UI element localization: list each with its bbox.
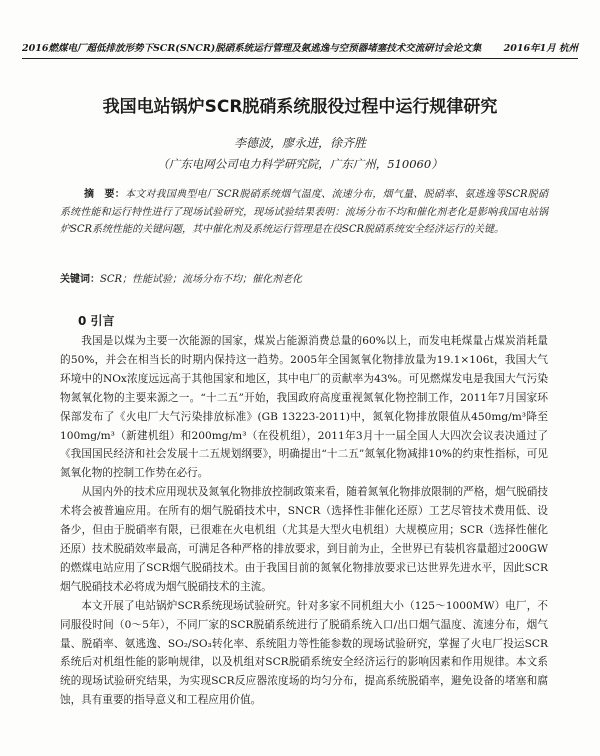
paragraph: 从国内外的技术应用现状及氮氧化物排放控制政策来看，随着氮氧化物排放限制的严格，烟气脱硝技术将会被普遍应用。在所有的烟气脱硝技术中，SNCR（选择性非催化还原）工艺尽管技术费用低、设备少，但由于脱硝率有限，已很难在火电机组（尤其是大型火电机组）大规模应用；SCR（选择性催化还原）技术脱硝效率最高，可满足各种严格的排放要求，到目前为止，全世界已有装机容量超过200GW的燃煤电站应用了SCR烟气脱硝技术。由于我国目前的氮氧化物排放要求已达世界先进水平，因此SCR烟气脱硝技术必将成为烟气脱硝技术的主流。 [60, 486, 548, 593]
header-conference: 2016燃煤电厂超低排放形势下SCR(SNCR)脱硝系统运行管理及氨逃逸与空预器堵塞技术交流研讨会论文集 [22, 43, 482, 54]
paper-title: 我国电站锅炉SCR脱硝系统服役过程中运行规律研究 [102, 97, 498, 117]
paragraph: 本文开展了电站锅炉SCR系统现场试验研究。针对多家不同机组大小（125～1000MW）电厂，不同服役时间（0～5年），不同厂家的SCR脱硝系统进行了脱硝系统入口/出口烟气温度、流速分布，烟气量、脱硝率、氨逃逸、SO₂/SO₃转化率、系统阻力等性能参数的现场试验研究，掌握了火电厂投运SCR系统后对机组性能的影响规律，以及机组对SCR脱硝系统安全经济运行的影响因素和作用规律。本文系统的现场试验研究结果，为实现SCR反应器浓度场的均匀分布，提高系统脱硝率，避免设备的堵塞和腐蚀，具有重要的指导意义和工程应用价值。 [60, 599, 548, 707]
body-text [60, 332, 548, 710]
section-heading: 0 引言 [78, 314, 115, 328]
abstract [60, 186, 548, 239]
abstract-label: 摘 要： [84, 189, 125, 200]
running-header [22, 40, 578, 59]
header-date-place: 2016年1月 杭州 [503, 43, 578, 54]
keywords-label: 关键词： [60, 274, 100, 285]
affiliation: （广东电网公司电力科学研究院，广东广州，510060） [157, 157, 443, 171]
keywords-text: SCR；性能试验；流场分布不均；催化剂老化 [100, 274, 303, 285]
keywords [60, 270, 548, 285]
authors: 李德波，廖永进，徐齐胜 [233, 136, 366, 150]
paragraph: 我国是以煤为主要一次能源的国家，煤炭占能源消费总量的60%以上，而发电耗煤量占煤炭消耗量的50%，并会在相当长的时期内保持这一趋势。2005年全国氮氧化物排放量为19.1×106t，我国大气环境中的NOx浓度远远高于其他国家和地区，其中电厂的贡献率为43%。可见燃煤发电是我国大气污染物氮氧化物的主要来源之一。“十二五”开始，我国政府高度重视氮氧化物控制工作，2011年7月国家环保部发布了《火电厂大气污染排放标准》(GB 13223-2011)中，氮氧化物排放限值从450mg/m³降至100mg/m³（新建机组）和200mg/m³（在役机组），2011年3月十一届全国人大四次会议表决通过了《我国国民经济和社会发展十二五规划纲要》，明确提出“十二五”氮氧化物减排10%的约束性指标，可见氮氧化物的控制工作势在必行。 [60, 335, 548, 480]
abstract-text: 本文对我国典型电厂SCR脱硝系统烟气温度、流速分布，烟气量、脱硝率、氨逃逸等SCR脱硝系统性能和运行特性进行了现场试验研究，现场试验结果表明：流场分布不均和催化剂老化是影响我国电站锅炉SCR系统性能的关键问题，其中催化剂及系统运行管理是在役SCR脱硝系统安全经济运行的关键。 [60, 189, 549, 235]
